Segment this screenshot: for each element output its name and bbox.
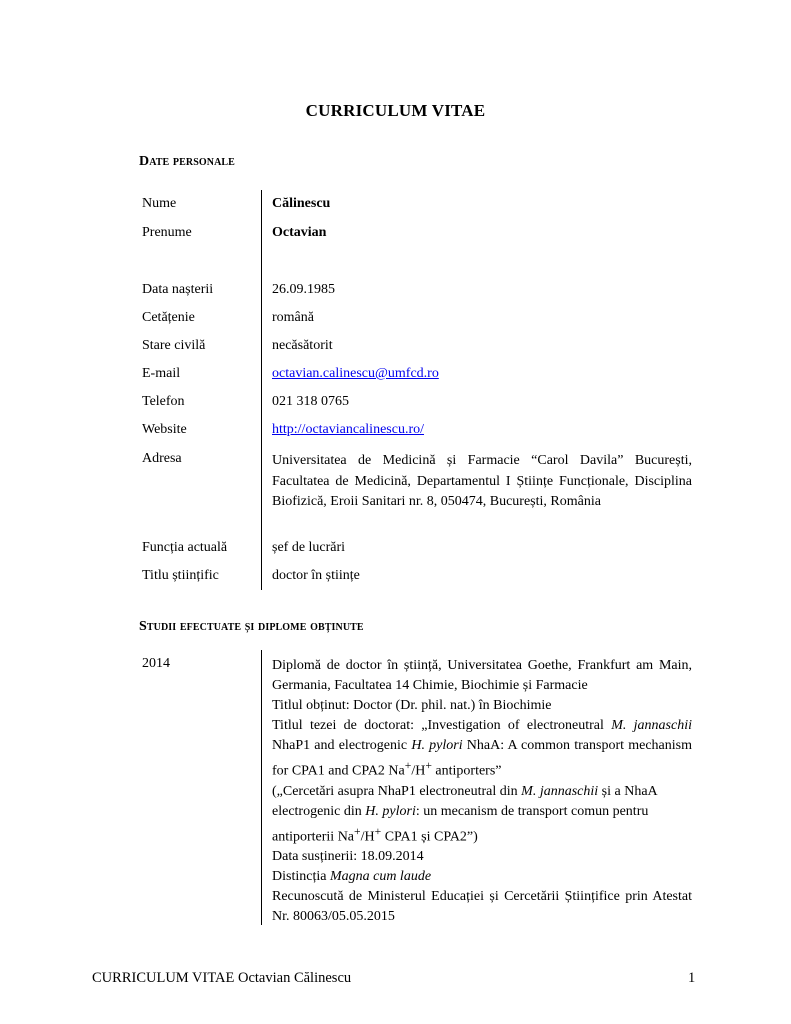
label-nume: Nume	[142, 196, 177, 211]
study-details	[272, 656, 692, 927]
value-nume: Călinescu	[272, 196, 331, 211]
section-heading-studies: Studii efectuate și diplome obținute	[139, 619, 364, 634]
value-prenume: Octavian	[272, 225, 327, 240]
value-telefon: 021 318 0765	[272, 394, 349, 409]
label-cetatenie: Cetățenie	[142, 310, 195, 325]
study-thesis-title: Titlul tezei de doctorat: „Investigation of electroneutral M. jannaschii NhaP1 and electrogenic H. pylori NhaA: A common transport mechanism for CPA1 and CPA2 Na+/H+ antiporters”	[272, 718, 693, 779]
value-titlu-stiintific: doctor în științe	[272, 568, 360, 583]
label-prenume: Prenume	[142, 225, 192, 240]
label-titlu-stiintific: Titlu științific	[142, 568, 219, 583]
label-data-nasterii: Data nașterii	[142, 282, 214, 297]
page-title: CURRICULUM VITAE	[305, 101, 486, 120]
footer-title: CURRICULUM VITAE Octavian Călinescu	[92, 970, 352, 986]
value-cetatenie: română	[272, 310, 314, 325]
website-link[interactable]: http://octaviancalinescu.ro/	[272, 422, 425, 437]
study-recognition: Recunoscută de Ministerul Educației și Cercetării Științifice prin Atestat Nr. 80063/05.05.2015	[272, 889, 692, 925]
study-thesis-translation: („Cercetări asupra NhaP1 electroneutral din M. jannaschii și a NhaA electrogenic din H. pylori: un mecanism de transport comun pentru antiporterii Na+/H+ CPA1 și CPA2”)	[272, 783, 657, 845]
label-telefon: Telefon	[142, 394, 185, 409]
label-functia-actuala: Funcția actuală	[142, 540, 228, 555]
value-data-nasterii: 26.09.1985	[272, 282, 335, 297]
value-stare-civila: necăsătorit	[272, 338, 333, 353]
study-distinction: Distincția Magna cum laude	[272, 869, 432, 885]
study-defense-date: Data susținerii: 18.09.2014	[272, 849, 424, 865]
page-number: 1	[688, 970, 696, 986]
label-stare-civila: Stare civilă	[142, 338, 206, 353]
study-diploma: Diplomă de doctor în știință, Universitatea Goethe, Frankfurt am Main, Germania, Facultatea 14 Chimie, Biochimie și Farmacie	[272, 658, 692, 693]
study-degree: Titlul obținut: Doctor (Dr. phil. nat.) în Biochimie	[272, 698, 552, 713]
label-website: Website	[142, 422, 187, 437]
value-adresa: Universitatea de Medicină și Farmacie “Carol Davila” București, Facultatea de Medicină, Departamentul I Științe Funcționale, Disciplina Biofizică, Eroii Sanitari nr. 8, 050474, București, România	[272, 453, 692, 509]
email-link[interactable]: octavian.calinescu@umfcd.ro	[272, 366, 439, 381]
label-email: E-mail	[142, 366, 181, 381]
value-functia-actuala: șef de lucrări	[272, 540, 346, 555]
label-adresa: Adresa	[142, 451, 182, 466]
personal-divider	[261, 190, 262, 590]
section-heading-personal: Date personale	[139, 154, 235, 169]
study-year: 2014	[142, 656, 170, 671]
studies-divider	[261, 650, 262, 925]
